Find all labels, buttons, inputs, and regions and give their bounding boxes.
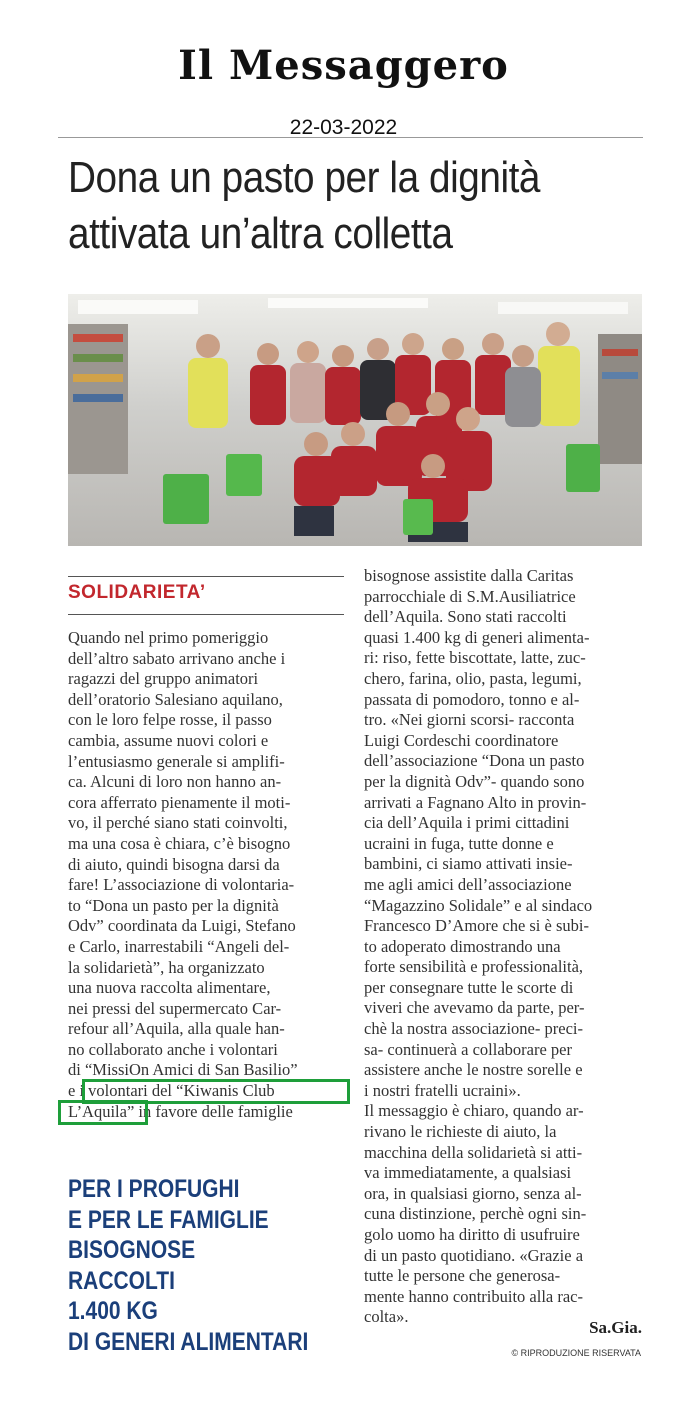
header-divider — [58, 137, 643, 138]
headline-line-1: Dona un pasto per la dignità — [68, 153, 541, 202]
text-line: cuna distinzione, perchè ogni sin- — [364, 1204, 587, 1224]
article-photo — [68, 294, 642, 546]
text-line: no collaborato anche i volontari — [68, 1039, 278, 1059]
author-signature: Sa.Gia. — [589, 1318, 642, 1337]
text-line: cia dell’Aquila i primi cittadini — [364, 813, 570, 833]
text-line: di “MissiOn Amici di San Basilio” — [68, 1060, 298, 1080]
text-line: una nuova raccolta alimentare, — [68, 978, 271, 998]
pull-quote — [68, 1174, 309, 1358]
text-line: ma una cosa è chiara, c’è bisogno — [68, 833, 291, 853]
text-line: Francesco D’Amore che si è subi- — [364, 916, 589, 936]
article-headline — [68, 150, 587, 262]
text-line: dell’Aquila. Sono stati raccolti — [364, 607, 567, 627]
pull-quote-line: BISOGNOSE — [68, 1236, 196, 1265]
text-line: mente hanno contribuito alla rac- — [364, 1286, 583, 1306]
section-label: SOLIDARIETA’ — [68, 582, 206, 603]
text-line: me agli amici dell’associazione — [364, 874, 572, 894]
text-line: dell’associazione “Dona un pasto — [364, 751, 585, 771]
text-line: Odv” coordinata da Luigi, Stefano — [68, 916, 296, 936]
text-line: tro. «Nei giorni scorsi- racconta — [364, 710, 575, 730]
text-line: fare! L’associazione di volontaria- — [68, 875, 295, 895]
pull-quote-line: E PER LE FAMIGLIE — [68, 1205, 269, 1234]
text-line: dell’altro sabato arrivano anche i — [68, 648, 286, 668]
pull-quote-line: DI GENERI ALIMENTARI — [68, 1327, 309, 1356]
text-line: golo uomo ha diritto di usufruire — [364, 1225, 580, 1244]
section-bottom-rule — [68, 614, 344, 615]
text-line: Quando nel primo pomeriggio — [68, 628, 269, 647]
highlight-box-laquila — [58, 1100, 148, 1125]
text-line: passata di pomodoro, tonno e al- — [364, 689, 580, 709]
text-line: cora afferrato pienamente il moti- — [68, 792, 291, 812]
newspaper-masthead: Il Messaggero — [178, 42, 509, 89]
text-line: sa- continuerà a collaborare per — [364, 1039, 572, 1059]
text-line: con le loro felpe rosse, il passo — [68, 710, 272, 730]
text-line: L’Aquila” in favore delle famiglie — [68, 1101, 293, 1121]
text-line: ragazzi del gruppo animatori — [68, 669, 259, 689]
text-line: tutte le persone che generosa- — [364, 1266, 561, 1286]
text-line: viveri che avevamo da parte, per- — [364, 998, 585, 1018]
text-line: macchina della solidarietà si atti- — [364, 1142, 583, 1162]
text-line: bisognose assistite dalla Caritas — [364, 566, 574, 585]
text-line: colta». — [364, 1307, 409, 1327]
text-line: e Carlo, inarrestabili “Angeli del- — [68, 936, 290, 956]
text-line: Il messaggio è chiaro, quando ar- — [364, 1101, 584, 1121]
text-line: dell’oratorio Salesiano aquilano, — [68, 689, 283, 709]
text-line: forte sensibilità e professionalità, — [364, 957, 584, 977]
text-line: l’entusiasmo generale si amplifi- — [68, 751, 285, 771]
text-line: ca. Alcuni di loro non hanno an- — [68, 772, 282, 792]
volunteers-group-photo — [68, 294, 642, 546]
text-line: ora, in qualsiasi giorno, senza al- — [364, 1183, 582, 1203]
text-line: per la dignità Odv”- quando sono — [364, 771, 585, 791]
pull-quote-line: RACCOLTI — [68, 1266, 175, 1295]
section-top-rule — [68, 576, 344, 577]
text-line: per consegnare tutte le scorte di — [364, 977, 574, 997]
rights-notice: © RIPRODUZIONE RISERVATA — [511, 1348, 641, 1358]
text-line: e i volontari del “Kiwanis Club — [68, 1081, 275, 1101]
text-line: to “Dona un pasto per la dignità — [68, 895, 279, 915]
text-line: i nostri fratelli ucraini». — [364, 1080, 521, 1100]
article-column-1 — [68, 628, 344, 1122]
text-line: “Magazzino Solidale” e al sindaco — [364, 895, 593, 915]
pull-quote-line: 1.400 KG — [68, 1297, 158, 1326]
text-line: cambia, assume nuovi colori e — [68, 730, 269, 750]
text-line: la solidarietà”, ha organizzato — [68, 957, 265, 977]
text-line: chero, farina, olio, pasta, legumi, — [364, 668, 582, 688]
text-line: assistere anche le nostre sorelle e — [364, 1060, 583, 1080]
text-line: bambini, ci siamo attivati insie- — [364, 854, 573, 874]
text-line: parrocchiale di S.M.Ausiliatrice — [364, 586, 576, 606]
text-line: vo, il perché siano stati coinvolti, — [68, 813, 288, 833]
text-line: Luigi Cordeschi coordinatore — [364, 730, 559, 750]
text-line: refour all’Aquila, alla quale han- — [68, 1019, 285, 1039]
text-line: di aiuto, quindi bisogna darsi da — [68, 854, 280, 874]
text-line: rivano le richieste di aiuto, la — [364, 1122, 557, 1142]
text-line: chè la nostra associazione- preci- — [364, 1019, 583, 1039]
article-column-2 — [364, 566, 642, 1328]
text-line: quasi 1.400 kg di generi alimenta- — [364, 627, 590, 647]
text-line: ri: riso, fette biscottate, latte, zuc- — [364, 648, 586, 668]
pull-quote-line: PER I PROFUGHI — [68, 1175, 240, 1203]
text-line: arrivati a Fagnano Alto in provin- — [364, 792, 587, 812]
headline-line-2: attivata un’altra colletta — [68, 209, 453, 258]
text-line: nei pressi del supermercato Car- — [68, 998, 282, 1018]
text-line: to adoperato dimostrando una — [364, 936, 561, 956]
text-line: ucraini in fuga, tutte donne e — [364, 833, 554, 853]
publication-date: 22-03-2022 — [289, 116, 398, 139]
text-line: di un pasto quotidiano. «Grazie a — [364, 1245, 584, 1265]
text-line: va immediatamente, a qualsiasi — [364, 1163, 572, 1183]
